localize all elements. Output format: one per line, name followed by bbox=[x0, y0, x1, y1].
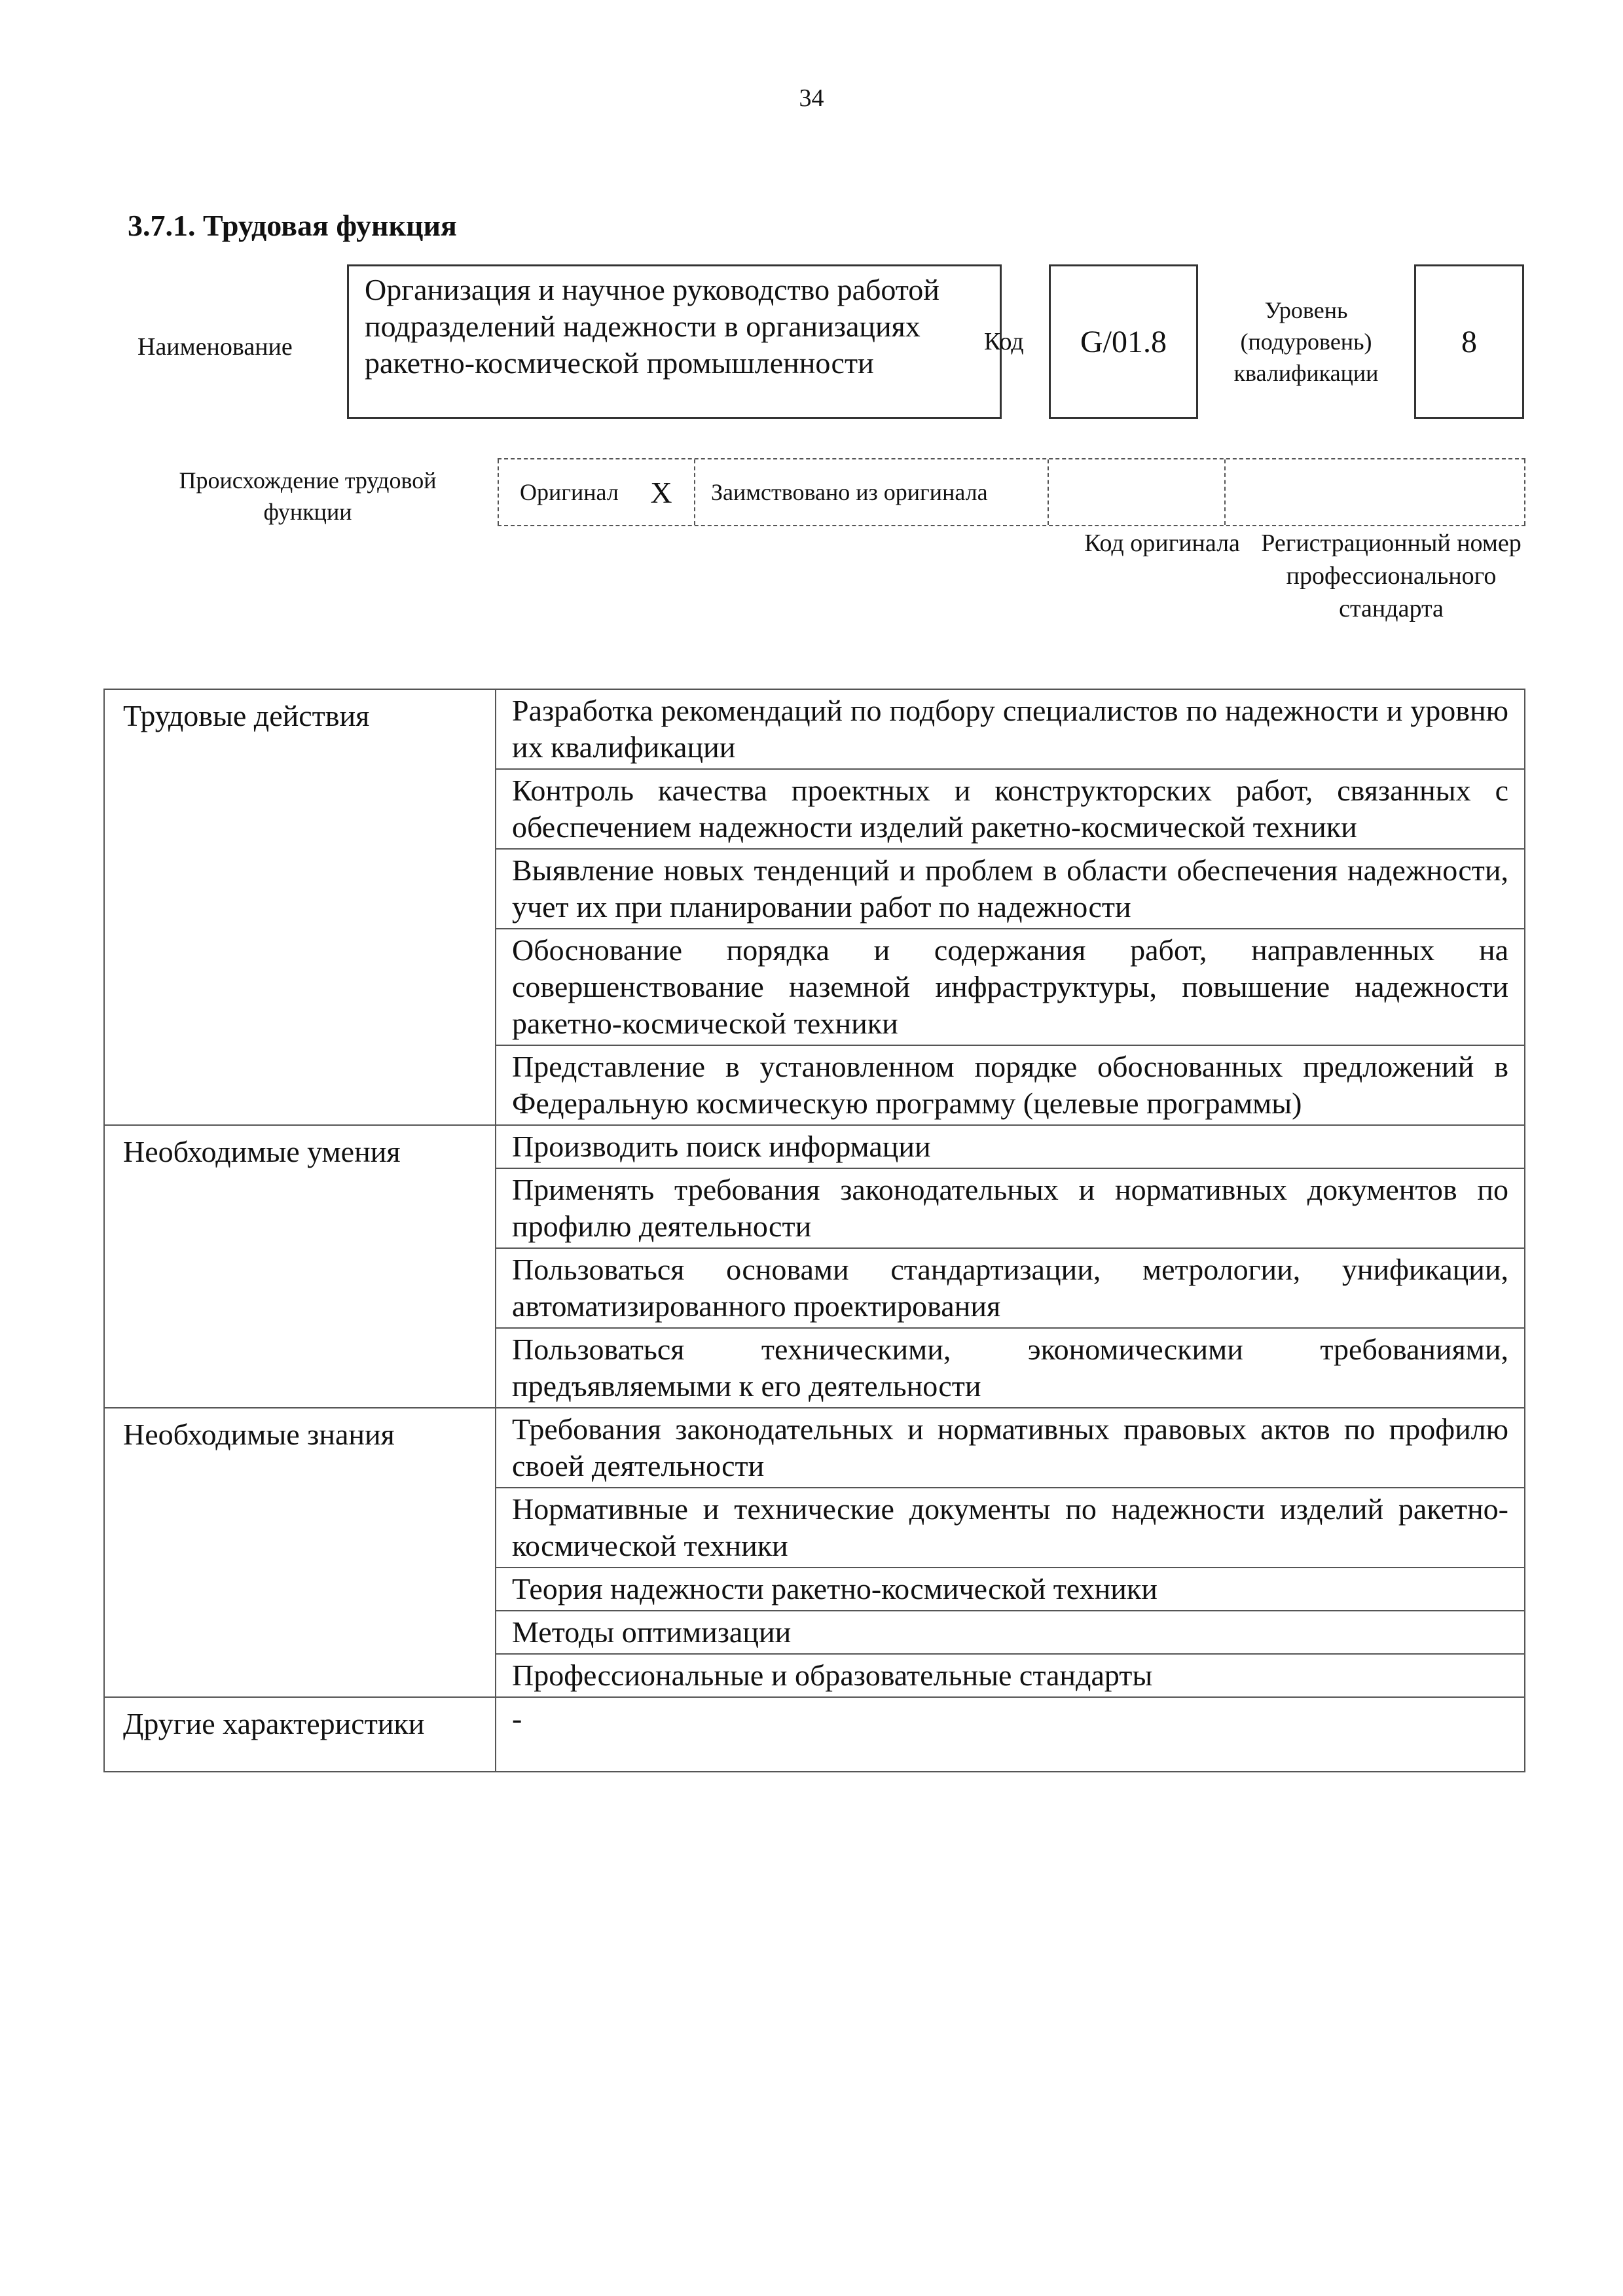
original-mark: X bbox=[650, 475, 672, 509]
reg-number-caption: Регистрационный номер профессионального стандарта bbox=[1261, 529, 1522, 622]
origin-label: Происхождение трудовой функции bbox=[179, 467, 437, 525]
section-item: Представление в установленном порядке обоснованных предложений в Федеральную космическую программу (целевые программы) bbox=[496, 1045, 1525, 1125]
code-value: G/01.8 bbox=[1049, 264, 1198, 419]
table-row bbox=[104, 1125, 1525, 1168]
section-item: Производить поиск информации bbox=[496, 1125, 1525, 1168]
section-title: Другие характеристики bbox=[104, 1697, 496, 1772]
section-item: Требования законодательных и нормативных правовых актов по профилю своей деятельности bbox=[496, 1408, 1525, 1488]
qualification-level-value: 8 bbox=[1414, 264, 1524, 419]
section-item: Методы оптимизации bbox=[496, 1611, 1525, 1654]
table-row bbox=[104, 1697, 1525, 1772]
section-item: Профессиональные и образовательные стандарты bbox=[496, 1654, 1525, 1697]
page-number: 34 bbox=[799, 84, 824, 112]
origin-row bbox=[498, 458, 1525, 526]
section-item: Нормативные и технические документы по надежности изделий ракетно-космической техники bbox=[496, 1488, 1525, 1568]
section-item: Применять требования законодательных и нормативных документов по профилю деятельности bbox=[496, 1168, 1525, 1248]
qualification-level-label: Уровень (подуровень) квалификации bbox=[1233, 297, 1379, 386]
borrowed-label: Заимствовано из оригинала bbox=[694, 459, 1048, 525]
section-item: Разработка рекомендаций по подбору специалистов по надежности и уровню их квалификации bbox=[496, 689, 1525, 769]
original-label: Оригинал bbox=[498, 459, 629, 525]
function-name-value: Организация и научное руководство работой подразделений надежности в организациях ракетно-космической промышленности bbox=[347, 264, 1002, 419]
section-title: Трудовые действия bbox=[104, 689, 496, 1125]
table-row bbox=[104, 689, 1525, 769]
section-item: Пользоваться основами стандартизации, метрологии, унификации, автоматизированного проектирования bbox=[496, 1248, 1525, 1328]
section-title: Необходимые знания bbox=[104, 1408, 496, 1697]
labor-function-table bbox=[103, 689, 1525, 1772]
table-row bbox=[104, 1408, 1525, 1488]
section-item: Обоснование порядка и содержания работ, направленных на совершенствование наземной инфраструктуры, повышение надежности ракетно-космической техники bbox=[496, 929, 1525, 1045]
code-label: Код bbox=[984, 328, 1024, 355]
reg-number-cell bbox=[1224, 459, 1525, 525]
original-code-caption: Код оригинала bbox=[1084, 529, 1240, 557]
section-item: Контроль качества проектных и конструкторских работ, связанных с обеспечением надежности изделий ракетно-космической техники bbox=[496, 769, 1525, 849]
section-item: - bbox=[496, 1697, 1525, 1772]
section-title: Необходимые умения bbox=[104, 1125, 496, 1408]
section-item: Пользоваться техническими, экономическими требованиями, предъявляемыми к его деятельности bbox=[496, 1328, 1525, 1408]
section-item: Выявление новых тенденций и проблем в области обеспечения надежности, учет их при планировании работ по надежности bbox=[496, 849, 1525, 929]
original-code-cell bbox=[1048, 459, 1224, 525]
name-label: Наименование bbox=[137, 333, 293, 361]
section-item: Теория надежности ракетно-космической техники bbox=[496, 1568, 1525, 1611]
section-heading: 3.7.1. Трудовая функция bbox=[128, 209, 457, 242]
